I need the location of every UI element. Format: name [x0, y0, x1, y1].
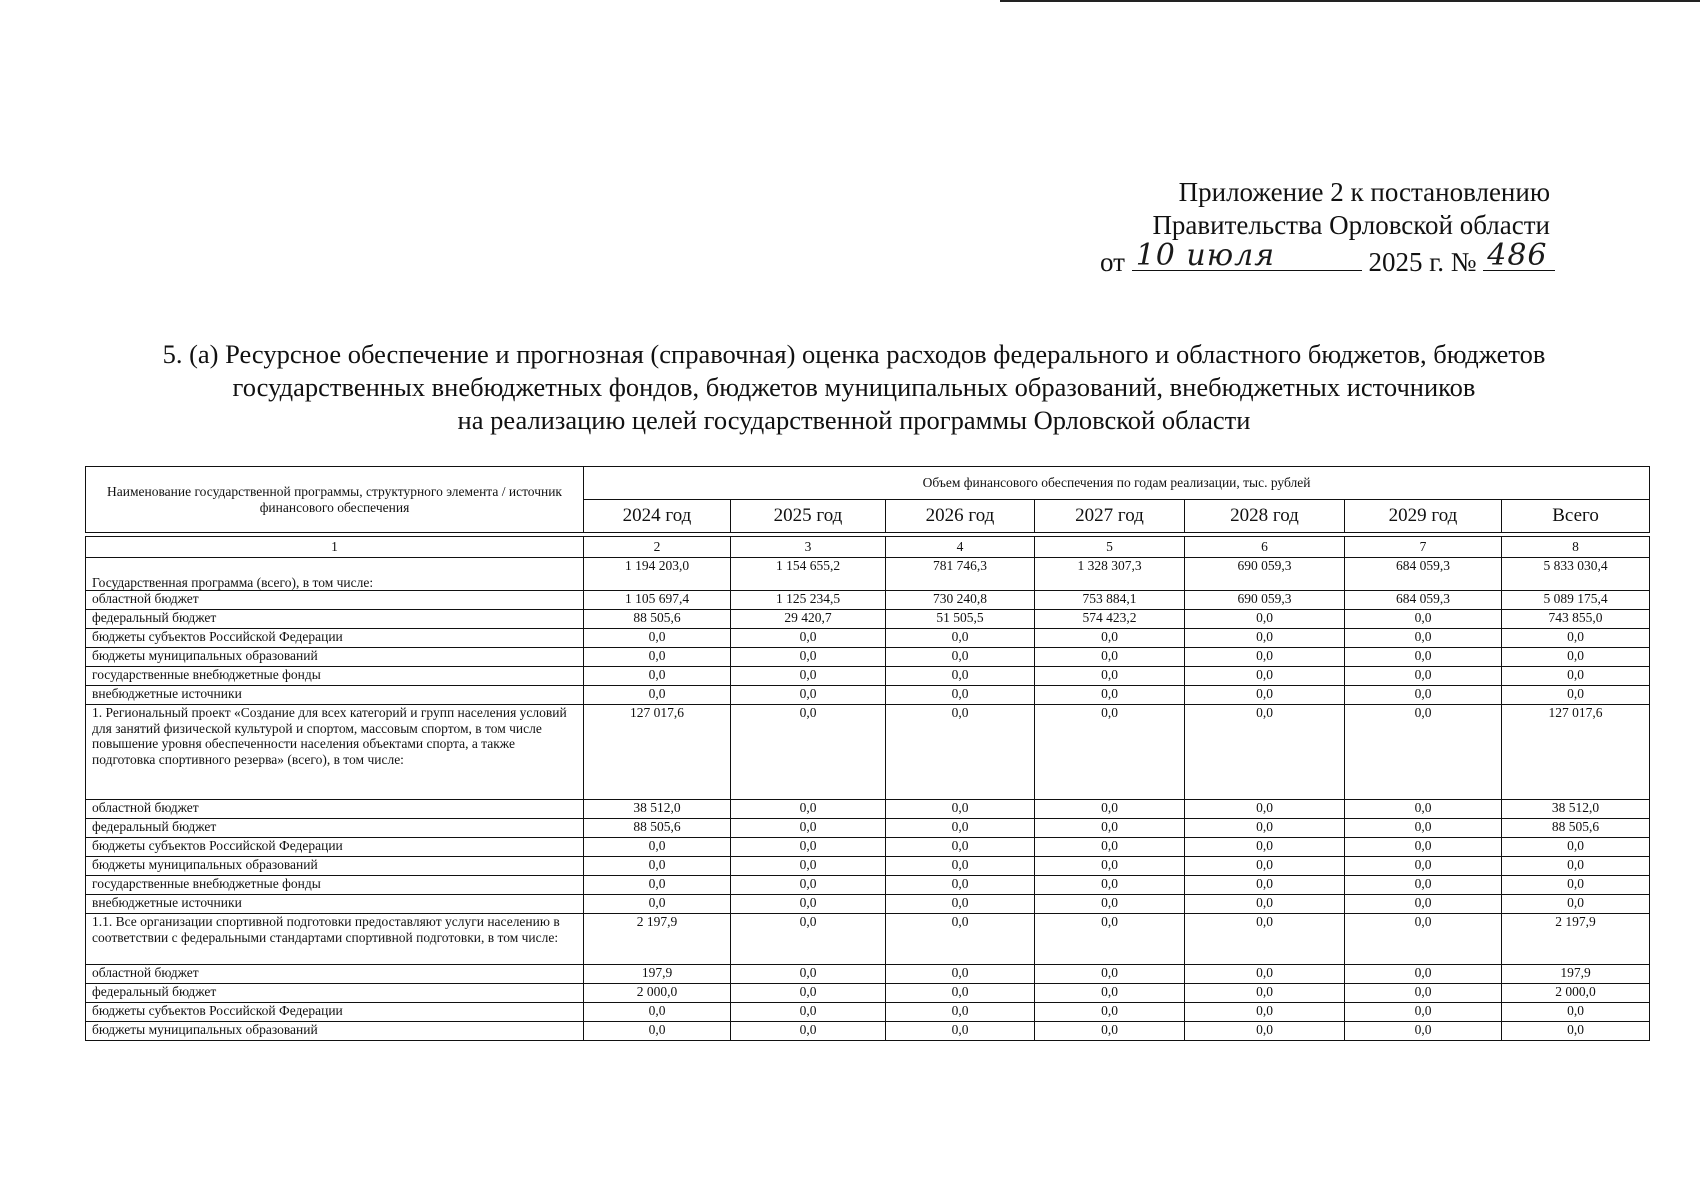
row-name: бюджеты субъектов Российской Федерации — [86, 1003, 584, 1022]
row-name: внебюджетные источники — [86, 895, 584, 914]
value-cell: 0,0 — [584, 648, 731, 667]
value-cell: 0,0 — [886, 838, 1035, 857]
value-cell: 197,9 — [584, 965, 731, 984]
row-name: государственные внебюджетные фонды — [86, 876, 584, 895]
row-name: федеральный бюджет — [86, 984, 584, 1003]
table-row — [86, 1003, 1650, 1022]
table-row — [86, 1022, 1650, 1041]
value-cell: 0,0 — [886, 648, 1035, 667]
value-cell: 0,0 — [731, 667, 886, 686]
column-number: 2 — [584, 537, 731, 558]
value-cell: 0,0 — [886, 984, 1035, 1003]
value-cell: 0,0 — [731, 838, 886, 857]
value-cell: 38 512,0 — [1502, 800, 1650, 819]
top-edge-line — [1000, 0, 1700, 2]
value-cell: 0,0 — [1345, 1022, 1502, 1041]
value-cell: 197,9 — [1502, 965, 1650, 984]
value-cell: 0,0 — [1345, 686, 1502, 705]
handwritten-date: 10 июля — [1135, 238, 1276, 273]
row-name: бюджеты муниципальных образований — [86, 1022, 584, 1041]
value-cell: 51 505,5 — [886, 610, 1035, 629]
value-cell: 0,0 — [1035, 838, 1185, 857]
column-number: 7 — [1345, 537, 1502, 558]
value-cell: 0,0 — [584, 857, 731, 876]
value-cell: 0,0 — [1502, 857, 1650, 876]
value-cell: 0,0 — [1035, 667, 1185, 686]
table-row — [86, 667, 1650, 686]
table-row — [86, 876, 1650, 895]
value-cell: 0,0 — [1185, 686, 1345, 705]
value-cell: 0,0 — [731, 895, 886, 914]
value-cell: 0,0 — [584, 1003, 731, 1022]
value-cell: 0,0 — [1035, 965, 1185, 984]
value-cell: 781 746,3 — [886, 558, 1035, 591]
value-cell: 0,0 — [1035, 705, 1185, 800]
year-header-total: Всего — [1502, 500, 1650, 533]
row-name: 1.1. Все организации спортивной подготовки предоставляют услуги населению в соответствии с федеральными стандартами спортивной подготовки, в том числе: — [86, 914, 584, 965]
row-name: бюджеты субъектов Российской Федерации — [86, 838, 584, 857]
value-cell: 0,0 — [731, 1003, 886, 1022]
table-row — [86, 800, 1650, 819]
value-cell: 0,0 — [1035, 1022, 1185, 1041]
value-cell: 0,0 — [584, 667, 731, 686]
year-header-2029: 2029 год — [1345, 500, 1502, 533]
value-cell: 1 125 234,5 — [731, 591, 886, 610]
value-cell: 0,0 — [1185, 648, 1345, 667]
table-row — [86, 965, 1650, 984]
appendix-date-line — [1100, 238, 1550, 279]
value-cell: 0,0 — [1345, 1003, 1502, 1022]
value-cell: 0,0 — [731, 686, 886, 705]
value-cell: 0,0 — [1035, 686, 1185, 705]
value-cell: 0,0 — [1345, 610, 1502, 629]
value-cell: 0,0 — [1345, 984, 1502, 1003]
year-text: 2025 г. № — [1368, 247, 1477, 277]
value-cell: 0,0 — [886, 965, 1035, 984]
value-cell: 0,0 — [1185, 895, 1345, 914]
value-cell: 0,0 — [1502, 686, 1650, 705]
table-row — [86, 819, 1650, 838]
table-row — [86, 686, 1650, 705]
value-cell: 0,0 — [886, 1003, 1035, 1022]
value-cell: 0,0 — [1035, 914, 1185, 965]
value-cell: 690 059,3 — [1185, 591, 1345, 610]
title-line-3: на реализацию целей государственной программы Орловской области — [457, 405, 1251, 435]
value-cell: 0,0 — [1035, 857, 1185, 876]
value-cell: 2 197,9 — [1502, 914, 1650, 965]
table-row — [86, 610, 1650, 629]
value-cell: 1 194 203,0 — [584, 558, 731, 591]
row-name: внебюджетные источники — [86, 686, 584, 705]
title-line-2: государственных внебюджетных фондов, бюджетов муниципальных образований, внебюджетных источников — [232, 372, 1476, 402]
value-cell: 753 884,1 — [1035, 591, 1185, 610]
value-cell: 0,0 — [1345, 667, 1502, 686]
value-cell: 29 420,7 — [731, 610, 886, 629]
value-cell: 0,0 — [1035, 629, 1185, 648]
value-cell: 0,0 — [1345, 800, 1502, 819]
value-cell: 574 423,2 — [1035, 610, 1185, 629]
value-cell: 88 505,6 — [1502, 819, 1650, 838]
value-cell: 0,0 — [886, 686, 1035, 705]
row-name: Государственная программа (всего), в том числе: — [86, 558, 584, 591]
value-cell: 1 154 655,2 — [731, 558, 886, 591]
value-cell: 0,0 — [1502, 838, 1650, 857]
value-cell: 88 505,6 — [584, 610, 731, 629]
year-header-2026: 2026 год — [886, 500, 1035, 533]
table-row — [86, 558, 1650, 591]
value-cell: 1 105 697,4 — [584, 591, 731, 610]
table-row — [86, 984, 1650, 1003]
value-cell: 127 017,6 — [584, 705, 731, 800]
date-field — [1132, 238, 1362, 273]
value-cell: 0,0 — [1345, 838, 1502, 857]
row-name: государственные внебюджетные фонды — [86, 667, 584, 686]
value-cell: 0,0 — [584, 1022, 731, 1041]
document-title — [60, 338, 1648, 437]
value-cell: 0,0 — [1345, 914, 1502, 965]
value-cell: 0,0 — [886, 800, 1035, 819]
title-line-1: 5. (а) Ресурсное обеспечение и прогнозная (справочная) оценка расходов федерального и областного бюджетов, бюджетов — [162, 339, 1546, 369]
row-name: 1. Региональный проект «Создание для всех категорий и групп населения условий для занятий физической культурой и спортом, массовым спортом, в том числе повышение уровня обеспеченности населения объектами спорта, а также подготовка спортивного резерва» (всего), в том числе: — [86, 705, 584, 800]
year-header-2024: 2024 год — [584, 500, 731, 533]
financing-table — [85, 466, 1650, 1041]
value-cell: 0,0 — [1185, 984, 1345, 1003]
value-cell: 0,0 — [731, 705, 886, 800]
value-cell: 0,0 — [1035, 819, 1185, 838]
value-cell: 0,0 — [1185, 876, 1345, 895]
value-cell: 0,0 — [731, 800, 886, 819]
table-row — [86, 838, 1650, 857]
value-cell: 0,0 — [1185, 965, 1345, 984]
table-row — [86, 914, 1650, 965]
value-cell: 0,0 — [1035, 1003, 1185, 1022]
table-row — [86, 895, 1650, 914]
row-name: бюджеты субъектов Российской Федерации — [86, 629, 584, 648]
value-cell: 0,0 — [1185, 629, 1345, 648]
row-name: бюджеты муниципальных образований — [86, 648, 584, 667]
value-cell: 0,0 — [731, 648, 886, 667]
value-cell: 0,0 — [584, 838, 731, 857]
table-row — [86, 705, 1650, 800]
value-cell: 0,0 — [1035, 984, 1185, 1003]
value-cell: 0,0 — [1185, 800, 1345, 819]
table-row — [86, 648, 1650, 667]
value-cell: 2 000,0 — [1502, 984, 1650, 1003]
date-prefix: от — [1100, 247, 1125, 277]
value-cell: 0,0 — [1185, 838, 1345, 857]
column-number: 6 — [1185, 537, 1345, 558]
row-name: федеральный бюджет — [86, 610, 584, 629]
value-cell: 0,0 — [886, 705, 1035, 800]
value-cell: 0,0 — [1185, 667, 1345, 686]
value-cell: 0,0 — [731, 984, 886, 1003]
value-cell: 2 197,9 — [584, 914, 731, 965]
value-cell: 0,0 — [1185, 914, 1345, 965]
value-cell: 0,0 — [1345, 965, 1502, 984]
value-cell: 0,0 — [731, 965, 886, 984]
value-cell: 0,0 — [1035, 895, 1185, 914]
column-number: 5 — [1035, 537, 1185, 558]
value-cell: 1 328 307,3 — [1035, 558, 1185, 591]
value-cell: 0,0 — [886, 1022, 1035, 1041]
value-cell: 0,0 — [731, 1022, 886, 1041]
value-cell: 0,0 — [1502, 648, 1650, 667]
number-field — [1483, 238, 1555, 273]
value-cell: 38 512,0 — [584, 800, 731, 819]
value-cell: 0,0 — [1502, 629, 1650, 648]
year-header-2028: 2028 год — [1185, 500, 1345, 533]
value-cell: 0,0 — [1345, 648, 1502, 667]
value-cell: 0,0 — [1502, 1022, 1650, 1041]
value-cell: 88 505,6 — [584, 819, 731, 838]
table-row — [86, 857, 1650, 876]
value-cell: 0,0 — [886, 667, 1035, 686]
appendix-note — [1100, 176, 1550, 279]
table-row — [86, 591, 1650, 610]
row-name: областной бюджет — [86, 965, 584, 984]
value-cell: 0,0 — [584, 876, 731, 895]
value-cell: 0,0 — [1345, 705, 1502, 800]
appendix-line-2: Правительства Орловской области — [1152, 210, 1550, 240]
financing-group-header: Объем финансового обеспечения по годам реализации, тыс. рублей — [584, 467, 1650, 500]
value-cell: 0,0 — [1035, 648, 1185, 667]
value-cell: 0,0 — [886, 876, 1035, 895]
value-cell: 5 089 175,4 — [1502, 591, 1650, 610]
value-cell: 0,0 — [731, 857, 886, 876]
value-cell: 0,0 — [1185, 1022, 1345, 1041]
value-cell: 730 240,8 — [886, 591, 1035, 610]
table-body — [86, 533, 1650, 1041]
column-number: 8 — [1502, 537, 1650, 558]
value-cell: 0,0 — [1502, 1003, 1650, 1022]
row-name: областной бюджет — [86, 800, 584, 819]
header-row-1 — [86, 467, 1650, 500]
name-column-header: Наименование государственной программы, структурного элемента / источник финансового обеспечения — [86, 467, 584, 533]
value-cell: 0,0 — [584, 629, 731, 648]
value-cell: 684 059,3 — [1345, 558, 1502, 591]
value-cell: 0,0 — [1035, 800, 1185, 819]
value-cell: 0,0 — [886, 857, 1035, 876]
value-cell: 0,0 — [1345, 876, 1502, 895]
value-cell: 0,0 — [1185, 1003, 1345, 1022]
value-cell: 2 000,0 — [584, 984, 731, 1003]
value-cell: 743 855,0 — [1502, 610, 1650, 629]
value-cell: 0,0 — [731, 819, 886, 838]
value-cell: 5 833 030,4 — [1502, 558, 1650, 591]
value-cell: 0,0 — [731, 629, 886, 648]
value-cell: 0,0 — [1502, 895, 1650, 914]
value-cell: 0,0 — [1185, 857, 1345, 876]
column-number: 1 — [86, 537, 584, 558]
value-cell: 0,0 — [1035, 876, 1185, 895]
row-name: федеральный бюджет — [86, 819, 584, 838]
handwritten-number: 486 — [1487, 238, 1548, 273]
value-cell: 0,0 — [1345, 895, 1502, 914]
value-cell: 0,0 — [1502, 876, 1650, 895]
value-cell: 0,0 — [1185, 610, 1345, 629]
value-cell: 0,0 — [584, 895, 731, 914]
value-cell: 0,0 — [886, 895, 1035, 914]
value-cell: 690 059,3 — [1185, 558, 1345, 591]
row-name: областной бюджет — [86, 591, 584, 610]
value-cell: 684 059,3 — [1345, 591, 1502, 610]
appendix-line-1: Приложение 2 к постановлению — [1178, 177, 1550, 207]
value-cell: 0,0 — [1185, 819, 1345, 838]
year-header-2025: 2025 год — [731, 500, 886, 533]
row-name: бюджеты муниципальных образований — [86, 857, 584, 876]
value-cell: 0,0 — [584, 686, 731, 705]
value-cell: 0,0 — [731, 876, 886, 895]
value-cell: 0,0 — [1345, 629, 1502, 648]
value-cell: 0,0 — [1345, 857, 1502, 876]
value-cell: 127 017,6 — [1502, 705, 1650, 800]
table-row — [86, 629, 1650, 648]
column-number: 4 — [886, 537, 1035, 558]
value-cell: 0,0 — [886, 819, 1035, 838]
value-cell: 0,0 — [1185, 705, 1345, 800]
value-cell: 0,0 — [886, 914, 1035, 965]
column-number: 3 — [731, 537, 886, 558]
value-cell: 0,0 — [1502, 667, 1650, 686]
year-header-2027: 2027 год — [1035, 500, 1185, 533]
value-cell: 0,0 — [1345, 819, 1502, 838]
value-cell: 0,0 — [731, 914, 886, 965]
column-number-row — [86, 537, 1650, 558]
value-cell: 0,0 — [886, 629, 1035, 648]
